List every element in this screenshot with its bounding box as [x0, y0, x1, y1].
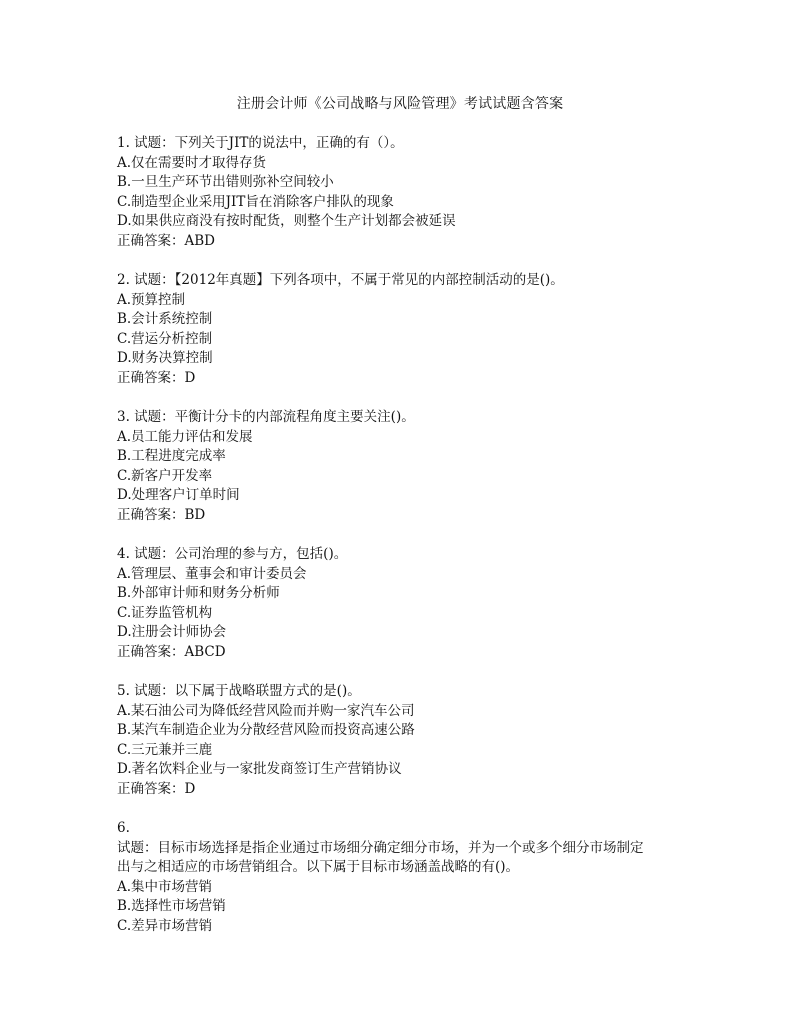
- option-c: C.差异市场营销: [117, 917, 213, 934]
- question-4: [117, 545, 697, 662]
- option-c: C.制造型企业采用JIT旨在消除客户排队的现象: [117, 193, 394, 210]
- option-a: A.管理层、董事会和审计委员会: [117, 565, 307, 582]
- option-c: C.营运分析控制: [117, 330, 213, 347]
- option-a: A.某石油公司为降低经营风险而并购一家汽车公司: [117, 702, 415, 719]
- question-stem: 4. 试题：公司治理的参与方，包括()。: [117, 546, 348, 562]
- option-a: A.集中市场营销: [117, 878, 213, 895]
- question-number: 6.: [117, 820, 130, 836]
- option-b: B.一旦生产环节出错则弥补空间较小: [117, 174, 334, 190]
- correct-answer: 正确答案：ABD: [117, 232, 215, 249]
- question-1: [117, 134, 697, 251]
- question-list: [117, 134, 697, 956]
- question-stem-line-2: 出与之相适应的市场营销组合。以下属于目标市场涵盖战略的有()。: [117, 859, 520, 875]
- question-stem: 2. 试题：【2012年真题】下列各项中，不属于常见的内部控制活动的是()。: [117, 272, 564, 288]
- correct-answer: 正确答案：ABCD: [117, 643, 226, 660]
- option-b: B.某汽车制造企业为分散经营风险而投资高速公路: [117, 722, 415, 738]
- question-stem-line-1: 试题：目标市场选择是指企业通过市场细分确定细分市场，并为一个或多个细分市场制定: [117, 839, 644, 856]
- option-b: B.工程进度完成率: [117, 448, 226, 464]
- correct-answer: 正确答案：BD: [117, 506, 206, 523]
- question-stem: 1. 试题：下列关于JIT的说法中，正确的有（）。: [117, 135, 404, 151]
- option-a: A.仅在需要时才取得存货: [117, 154, 267, 171]
- question-6: [117, 819, 697, 936]
- question-5: [117, 682, 697, 799]
- option-b: B.外部审计师和财务分析师: [117, 585, 280, 601]
- question-3: [117, 408, 697, 525]
- document-title: 注册会计师《公司战略与风险管理》考试试题含答案: [236, 96, 564, 112]
- option-c: C.三元兼并三鹿: [117, 741, 213, 758]
- option-d: D.如果供应商没有按时配货，则整个生产计划都会被延误: [117, 213, 456, 229]
- question-stem: 3. 试题：平衡计分卡的内部流程角度主要关注()。: [117, 409, 415, 425]
- question-2: [117, 271, 697, 388]
- option-b: B.会计系统控制: [117, 311, 213, 327]
- option-a: A.预算控制: [117, 291, 186, 308]
- option-c: C.证券监管机构: [117, 604, 213, 621]
- option-d: D.注册会计师协会: [117, 624, 227, 640]
- question-stem: 5. 试题：以下属于战略联盟方式的是()。: [117, 683, 361, 699]
- correct-answer: 正确答案：D: [117, 369, 196, 386]
- option-d: D.著名饮料企业与一家批发商签订生产营销协议: [117, 761, 402, 777]
- option-d: D.财务决算控制: [117, 350, 213, 366]
- option-b: B.选择性市场营销: [117, 898, 226, 914]
- correct-answer: 正确答案：D: [117, 780, 196, 797]
- option-a: A.员工能力评估和发展: [117, 428, 253, 445]
- option-c: C.新客户开发率: [117, 467, 213, 484]
- option-d: D.处理客户订单时间: [117, 487, 240, 503]
